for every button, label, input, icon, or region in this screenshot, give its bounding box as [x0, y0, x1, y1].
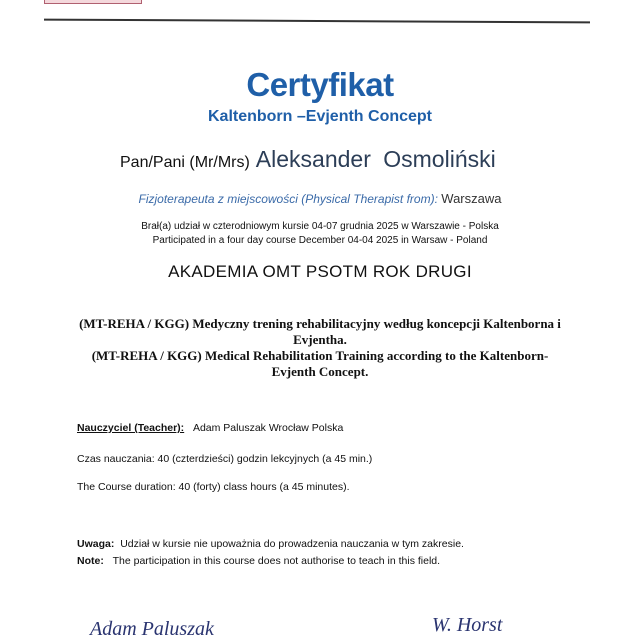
origin-label: Fizjoterapeuta z miejscowości (Physical Therapist from):	[138, 192, 438, 206]
participation-en: Participated in a four day course December 04-04 2025 in Warsaw - Poland	[152, 235, 488, 246]
stamp	[44, 0, 142, 4]
signature-teacher: Adam Paluszak	[90, 618, 214, 640]
origin-value: Warszawa	[441, 191, 502, 206]
course-en: (MT-REHA / KGG) Medical Rehabilitation Training according to the Kaltenborn-Evjenth Concept.	[91, 348, 549, 379]
teacher	[77, 422, 343, 434]
certificate-title: Certyfikat	[246, 66, 394, 103]
teacher-value: Adam Paluszak Wrocław Polska	[192, 422, 344, 434]
recipient-name: Aleksander Osmoliński	[255, 146, 496, 172]
certificate-subtitle: Kaltenborn –Evjenth Concept	[207, 108, 433, 125]
remark-pl-text: Udział w kursie nie upoważnia do prowadzenia nauczania w tym zakresie.	[120, 538, 464, 550]
remark-pl-label: Uwaga:	[77, 538, 115, 550]
origin	[0, 191, 640, 206]
remark-en-label: Note:	[77, 555, 104, 567]
hours-en: The Course duration: 40 (forty) class hours (a 45 minutes).	[77, 481, 350, 493]
teacher-label: Nauczyciel (Teacher):	[77, 422, 185, 434]
course-description	[70, 316, 570, 380]
academy-title: AKADEMIA OMT PSOTM ROK DRUGI	[168, 262, 472, 281]
remark-pl	[77, 538, 464, 550]
hours-pl: Czas nauczania: 40 (czterdzieści) godzin lekcyjnych (a 45 min.)	[77, 453, 373, 465]
recipient-label: Pan/Pani (Mr/Mrs)	[120, 154, 250, 171]
recipient	[120, 146, 496, 173]
course-pl: (MT-REHA / KGG) Medyczny trening rehabilitacyjny według koncepcji Kaltenborna i Evjentha.	[79, 316, 561, 347]
signature-director: W. Horst	[432, 614, 503, 636]
remark-en	[77, 555, 440, 567]
header-rule	[44, 19, 590, 24]
participation-pl: Brał(a) udział w czterodniowym kursie 04-07 grudnia 2025 w Warszawie - Polska	[141, 221, 499, 232]
remark-en-text: The participation in this course does not authorise to teach in this field.	[112, 555, 441, 567]
